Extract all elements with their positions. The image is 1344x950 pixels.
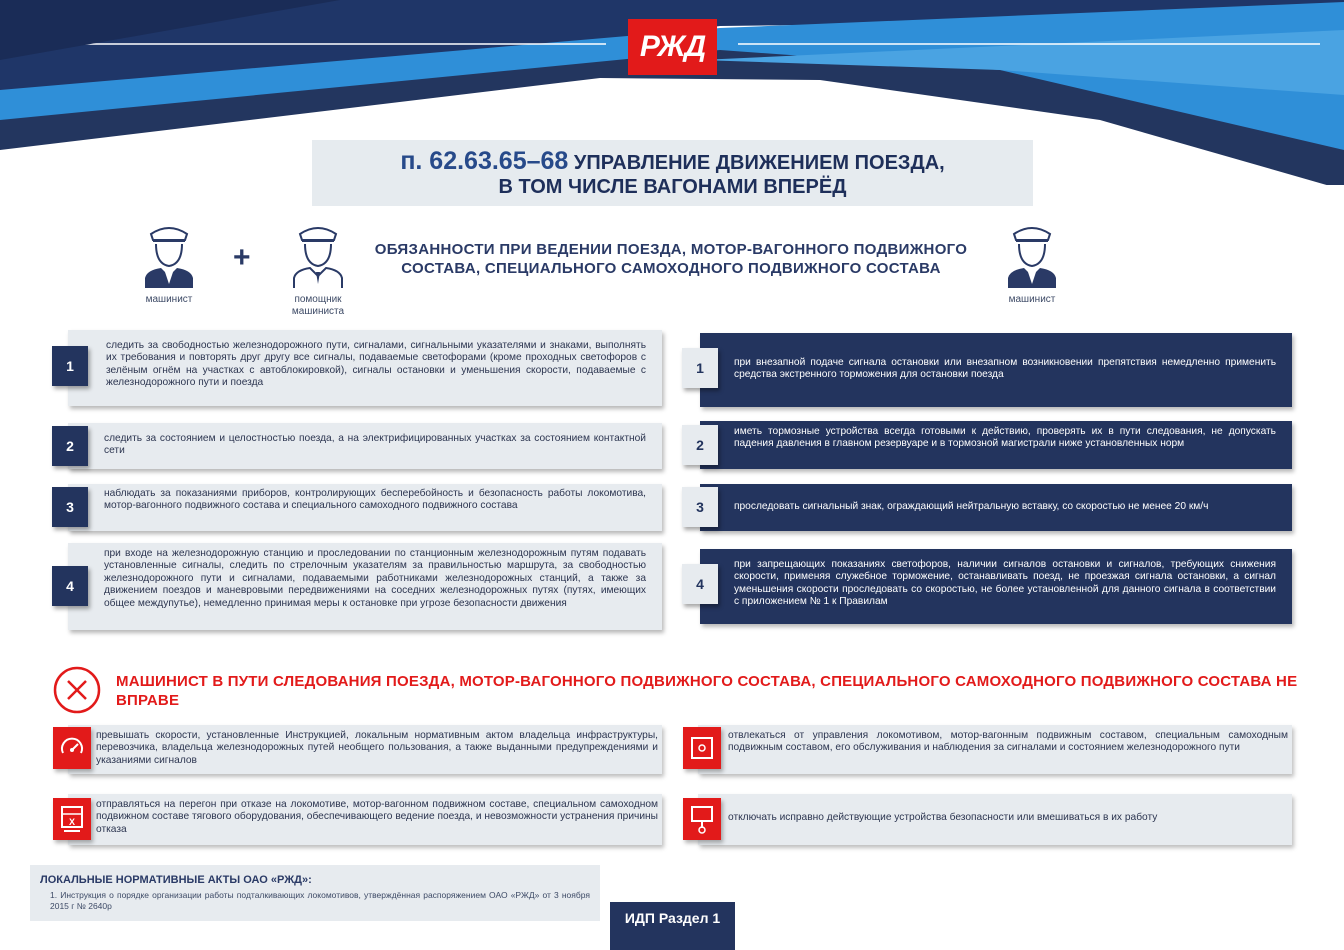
right-duty-3-number: 3 — [682, 487, 718, 527]
speedometer-icon — [53, 727, 91, 769]
right-duty-2 — [700, 421, 1292, 469]
forbidden-item-4 — [698, 794, 1292, 845]
title-text-1: УПРАВЛЕНИЕ ДВИЖЕНИЕМ ПОЕЗДА, — [573, 152, 945, 174]
assistant-driver-icon — [290, 222, 346, 288]
rzd-logo-text: РЖД — [639, 30, 706, 63]
faulty-locomotive-icon — [53, 798, 91, 840]
forbidden-item-1 — [68, 725, 662, 774]
plus-sign: + — [233, 241, 251, 274]
forbidden-item-3-text: отправляться на перегон при отказе на локомотиве, мотор-вагонном подвижном составе, специальном самоходном подвижном составе тягового оборудования, обеспечивающего ведение поезда, и невозможности устранения причины отказа — [96, 799, 658, 835]
left-duty-1-text: следить за свободностью железнодорожного пути, сигналами, сигнальными указателями и знаками, выполнять их требования и повторять друг другу все сигналы, подаваемые светофорами (кроме проходных светофоров с зелёным огнём на участках с автоблокировкой), сигналы остановки и уменьшения скорости, подаваемые с железнодорожного пути и поезда — [106, 340, 646, 389]
left-duty-3 — [68, 484, 662, 531]
left-duty-1 — [68, 330, 662, 406]
svg-text:X: X — [68, 817, 76, 827]
right-duty-1-number: 1 — [682, 348, 718, 388]
left-duty-2-number: 2 — [52, 426, 88, 466]
section-label: ИДП Раздел 1 — [610, 902, 735, 950]
train-driver-icon — [1004, 222, 1060, 288]
right-duty-1-text: при внезапной подаче сигнала остановки или внезапном возникновении препятствия немедленно применить средства экстренного торможения для остановки поезда — [734, 357, 1276, 381]
left-duty-4-number: 4 — [52, 566, 88, 606]
right-duty-3 — [700, 484, 1292, 531]
title-text-2: В ТОМ ЧИСЛЕ ВАГОНАМИ ВПЕРЁД — [498, 176, 847, 198]
right-duty-2-text: иметь тормозные устройства всегда готовыми к действию, проверять их в пути следования, не допускать падения давления в главном резервуаре и в тормозной магистрали ниже установленных норм — [734, 426, 1276, 450]
local-acts-title: ЛОКАЛЬНЫЕ НОРМАТИВНЫЕ АКТЫ ОАО «РЖД»: — [40, 874, 312, 886]
person-driver-right — [997, 222, 1067, 306]
safety-device-icon — [683, 798, 721, 840]
driver-label-right: машинист — [1008, 294, 1056, 305]
forbidden-item-3 — [68, 794, 662, 845]
left-duty-2-text: следить за состоянием и целостностью поезда, а на электрифицированных участках за состоянием контактной сети — [104, 433, 646, 457]
left-duty-2 — [68, 423, 662, 469]
forbidden-item-1-text: превышать скорости, установленные Инструкцией, локальным нормативным актом владельца инфраструктуры, перевозчика, владельца железнодорожных путей необщего пользования, а также выданными предупреждениями и указаниями сигналов — [96, 730, 658, 766]
train-driver-icon — [141, 222, 197, 288]
forbidden-heading: МАШИНИСТ В ПУТИ СЛЕДОВАНИЯ ПОЕЗДА, МОТОР-ВАГОННОГО ПОДВИЖНОГО СОСТАВА, СПЕЦИАЛЬНОГО САМОХОДНОГО ПОДВИЖНОГО СОСТАВА НЕ ВПРАВЕ — [116, 673, 1298, 709]
person-assistant — [283, 222, 353, 318]
right-duty-1 — [700, 333, 1292, 407]
left-duty-1-number: 1 — [52, 346, 88, 386]
right-duty-4-text: при запрещающих показаниях светофоров, наличии сигналов остановки и сигналов, требующих снижения скорости, применяя служебное торможение, останавливать поезд, не проезжая сигнала остановки, а сигнал уменьшения скорости проследовать со скоростью, не более установленной для данного сигнала в соответствии с приложением № 1 к Правилам — [734, 559, 1276, 608]
local-acts-item: 1. Инструкция о порядке организации работы подталкивающих локомотивов, утверждённая распоряжением ОАО «РЖД» от 3 ноября 2015 г № 2640р — [50, 890, 590, 911]
left-duty-4 — [68, 543, 662, 630]
right-duty-3-text: проследовать сигнальный знак, ограждающий нейтральную вставку, со скоростью не менее 20 км/ч — [734, 501, 1209, 512]
right-duty-2-number: 2 — [682, 425, 718, 465]
forbidden-item-4-text: отключать исправно действующие устройства безопасности или вмешиваться в их работу — [728, 812, 1158, 823]
left-duty-3-text: наблюдать за показаниями приборов, контролирующих бесперебойность и безопасность работы локомотива, мотор-вагонного подвижного состава и специального самоходного подвижного состава — [104, 488, 646, 512]
title-line-1 — [312, 149, 1033, 175]
rule-number: п. 62.63.65–68 — [400, 147, 569, 175]
prohibited-icon — [52, 665, 102, 715]
person-driver-left — [134, 222, 204, 306]
duties-heading: ОБЯЗАННОСТИ ПРИ ВЕДЕНИИ ПОЕЗДА, МОТОР-ВАГОННОГО ПОДВИЖНОГО СОСТАВА, СПЕЦИАЛЬНОГО САМОХОДНОГО ПОДВИЖНОГО СОСТАВА — [374, 241, 968, 277]
driver-label-left: машинист — [145, 294, 193, 305]
local-acts — [30, 865, 600, 921]
forbidden-item-2-text: отвлекаться от управления локомотивом, мотор-вагонным подвижным составом, специальным самоходным подвижным составом, его обслуживания и наблюдения за сигналами и состоянием железнодорожного пути — [728, 730, 1288, 754]
control-panel-icon — [683, 727, 721, 769]
forbidden-item-2 — [698, 725, 1292, 774]
assistant-label: помощник машиниста — [291, 294, 345, 317]
right-duty-4 — [700, 549, 1292, 624]
left-duty-4-text: при входе на железнодорожную станцию и проследовании по станционным железнодорожным путям подавать установленные сигналы, следить по стрелочным указателям за правильностью маршрута, за свободностью железнодорожного пути и сигналами, подаваемыми работниками железнодорожных станций, а также за движением поездов и маневровыми передвижениями на соседних железнодорожных путях (путях, имеющих общее междупутье), немедленно принимая меры к остановке при угрозе безопасности движения — [104, 548, 646, 609]
right-duty-4-number: 4 — [682, 564, 718, 604]
page-title — [312, 140, 1033, 206]
left-duty-3-number: 3 — [52, 487, 88, 527]
rzd-logo — [628, 19, 717, 75]
